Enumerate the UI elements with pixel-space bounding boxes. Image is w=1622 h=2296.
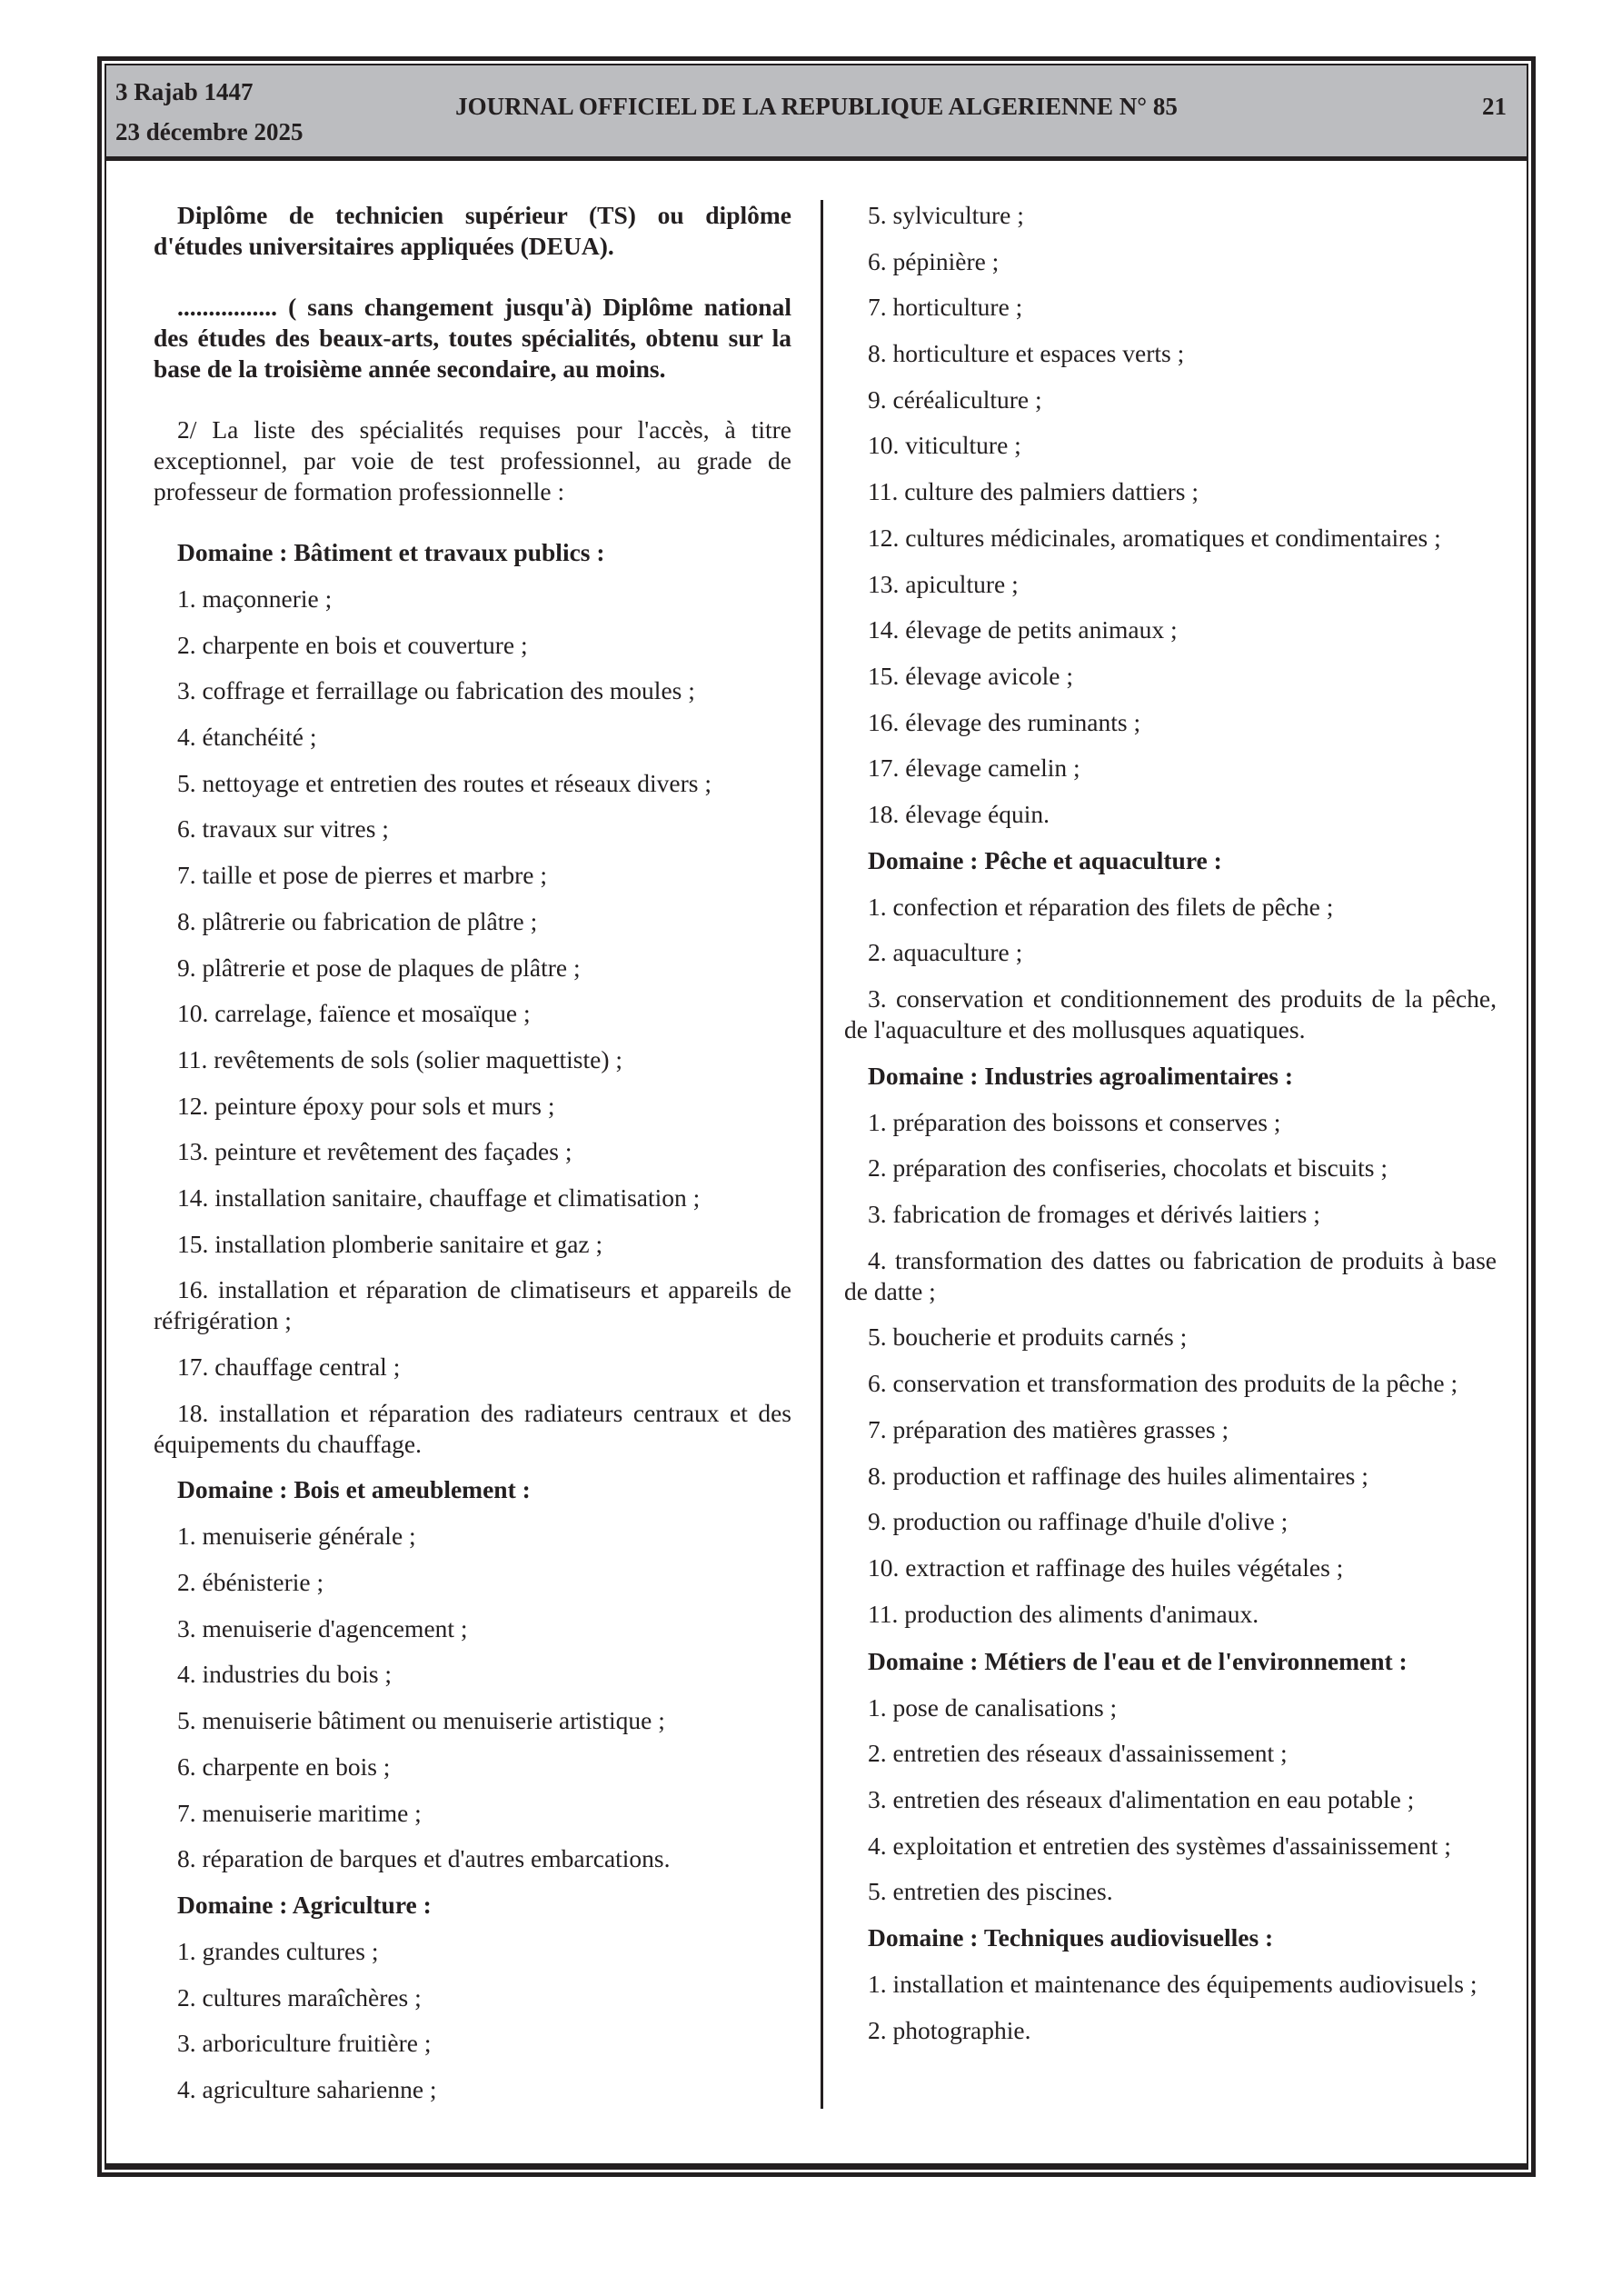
- list-item: 1. installation et maintenance des équipements audiovisuels ;: [868, 1970, 1478, 1998]
- list-item: 2. charpente en bois et couverture ;: [177, 630, 528, 659]
- list-item: 18. installation et réparation des radiateurs centraux et des équipements du chauffage.: [154, 1398, 791, 1458]
- domain-section: [154, 537, 791, 1460]
- list-item: 4. étanchéité ;: [177, 723, 317, 752]
- domain-heading: Domaine : Industries agroalimentaires :: [868, 1061, 1293, 1090]
- list-item: 5. nettoyage et entretien des routes et réseaux divers ;: [177, 768, 711, 797]
- list-item: 2. entretien des réseaux d'assainissement ;: [868, 1739, 1288, 1768]
- list-item: 8. réparation de barques et d'autres embarcations.: [177, 1844, 671, 1873]
- domain-heading: Domaine : Bâtiment et travaux publics :: [177, 538, 605, 566]
- right-column: [844, 200, 1497, 2061]
- journal-title: JOURNAL OFFICIEL DE LA REPUBLIQUE ALGERIENNE N° 85: [455, 93, 1178, 120]
- domain-heading: Domaine : Techniques audiovisuelles :: [868, 1923, 1274, 1952]
- journal-header: [106, 65, 1527, 161]
- domain-section: [154, 1890, 791, 2105]
- list-item: 2. aquaculture ;: [868, 938, 1023, 967]
- list-item: 5. menuiserie bâtiment ou menuiserie artistique ;: [177, 1706, 665, 1735]
- list-item: 17. chauffage central ;: [177, 1353, 401, 1381]
- intro-paragraph: ................ ( sans changement jusqu'à) Diplôme national des études des beaux-arts, toutes spécialités, obtenu sur la base de la troisième année secondaire, au moins.: [154, 293, 791, 383]
- list-item: 6. travaux sur vitres ;: [177, 814, 389, 844]
- hijri-date: 3 Rajab 1447: [115, 78, 254, 105]
- domain-heading: Domaine : Bois et ameublement :: [177, 1475, 531, 1504]
- list-item: 4. transformation des dattes ou fabrication de produits à base de datte ;: [844, 1245, 1497, 1305]
- list-item: 3. conservation et conditionnement des produits de la pêche, de l'aquaculture et des mollusques aquatiques.: [844, 984, 1497, 1043]
- list-item: 7. préparation des matières grasses ;: [868, 1414, 1229, 1443]
- left-domain-lists: [154, 537, 791, 2105]
- list-item: 2. photographie.: [868, 2015, 1031, 2044]
- list-item: 7. menuiserie maritime ;: [177, 1798, 422, 1827]
- list-item: 18. élevage équin.: [868, 799, 1050, 828]
- list-item: 4. agriculture saharienne ;: [177, 2074, 437, 2103]
- list-item: 3. coffrage et ferraillage ou fabrication des moules ;: [177, 676, 695, 705]
- list-item: 6. conservation et transformation des produits de la pêche ;: [868, 1369, 1458, 1398]
- list-item: 3. entretien des réseaux d'alimentation en eau potable ;: [868, 1784, 1415, 1813]
- domain-heading: Domaine : Agriculture :: [177, 1890, 432, 1919]
- list-item: 11. production des aliments d'animaux.: [868, 1599, 1259, 1628]
- list-item: 6. pépinière ;: [868, 246, 1000, 275]
- list-item: 17. élevage camelin ;: [868, 754, 1080, 783]
- list-item: 9. céréaliculture ;: [868, 384, 1042, 414]
- column-divider: [821, 200, 823, 2109]
- list-item: 8. plâtrerie ou fabrication de plâtre ;: [177, 906, 538, 935]
- list-item: 2. préparation des confiseries, chocolats et biscuits ;: [868, 1153, 1388, 1183]
- list-item: 1. confection et réparation des filets de pêche ;: [868, 892, 1334, 921]
- list-item: 3. arboriculture fruitière ;: [177, 2029, 432, 2058]
- list-item: 2. ébénisterie ;: [177, 1568, 324, 1597]
- list-item: 3. fabrication de fromages et dérivés laitiers ;: [868, 1200, 1320, 1229]
- list-item: 1. maçonnerie ;: [177, 584, 333, 613]
- intro-paragraphs: [154, 200, 791, 507]
- list-item: 16. installation et réparation de climatiseurs et appareils de réfrigération ;: [154, 1275, 791, 1335]
- list-item: 14. élevage de petits animaux ;: [868, 615, 1178, 644]
- list-item: 4. exploitation et entretien des systèmes d'assainissement ;: [868, 1831, 1451, 1860]
- list-item: 11. revêtements de sols (solier maquettiste) ;: [177, 1044, 623, 1073]
- list-item: 9. plâtrerie et pose de plaques de plâtre ;: [177, 953, 581, 982]
- list-item: 8. horticulture et espaces verts ;: [868, 339, 1185, 368]
- domain-section: [844, 200, 1497, 830]
- list-item: 1. préparation des boissons et conserves ;: [868, 1107, 1281, 1136]
- domain-section: [844, 845, 1497, 1045]
- list-item: 3. menuiserie d'agencement ;: [177, 1613, 468, 1642]
- page-number: 21: [1482, 93, 1507, 120]
- domain-section: [844, 1922, 1497, 2046]
- left-column: [154, 200, 791, 2121]
- list-item: 12. cultures médicinales, aromatiques et condimentaires ;: [868, 523, 1441, 552]
- list-item: 4. industries du bois ;: [177, 1660, 393, 1689]
- page-inner-border: [104, 64, 1528, 2170]
- list-item: 2. cultures maraîchères ;: [177, 1982, 422, 2011]
- list-item: 10. carrelage, faïence et mosaïque ;: [177, 999, 531, 1028]
- list-item: 5. sylviculture ;: [868, 201, 1024, 229]
- list-item: 13. apiculture ;: [868, 569, 1019, 598]
- list-item: 13. peinture et revêtement des façades ;: [177, 1137, 572, 1166]
- list-item: 8. production et raffinage des huiles alimentaires ;: [868, 1461, 1368, 1490]
- domain-heading: Domaine : Pêche et aquaculture :: [868, 845, 1222, 874]
- list-item: 12. peinture époxy pour sols et murs ;: [177, 1091, 555, 1120]
- list-item: 7. horticulture ;: [868, 293, 1023, 322]
- list-item: 11. culture des palmiers dattiers ;: [868, 477, 1199, 506]
- list-item: 15. installation plomberie sanitaire et gaz ;: [177, 1229, 603, 1258]
- list-item: 1. pose de canalisations ;: [868, 1692, 1118, 1722]
- list-item: 1. menuiserie générale ;: [177, 1522, 416, 1551]
- list-item: 5. boucherie et produits carnés ;: [868, 1323, 1188, 1352]
- list-item: 15. élevage avicole ;: [868, 661, 1074, 690]
- list-item: 9. production ou raffinage d'huile d'olive ;: [868, 1507, 1289, 1536]
- list-item: 5. entretien des piscines.: [868, 1877, 1113, 1906]
- list-item: 10. viticulture ;: [868, 431, 1021, 460]
- list-item: 6. charpente en bois ;: [177, 1752, 391, 1781]
- page-frame: [97, 56, 1536, 2177]
- intro-paragraph: Diplôme de technicien supérieur (TS) ou diplôme d'études universitaires appliquées (DEUA).: [154, 201, 791, 260]
- list-item: 14. installation sanitaire, chauffage et climatisation ;: [177, 1183, 701, 1212]
- domain-section: [844, 1646, 1497, 1908]
- domain-section: [844, 1061, 1497, 1630]
- list-item: 16. élevage des ruminants ;: [868, 707, 1141, 736]
- right-domain-lists: [844, 200, 1497, 2046]
- gregorian-date: 23 décembre 2025: [115, 118, 304, 145]
- list-item: 1. grandes cultures ;: [177, 1936, 379, 1965]
- list-item: 10. extraction et raffinage des huiles végétales ;: [868, 1552, 1344, 1582]
- intro-paragraph: 2/ La liste des spécialités requises pour l'accès, à titre exceptionnel, par voie de test professionnel, au grade de professeur de formation professionnelle :: [154, 415, 791, 505]
- domain-heading: Domaine : Métiers de l'eau et de l'environnement :: [868, 1646, 1408, 1675]
- domain-section: [154, 1474, 791, 1874]
- list-item: 7. taille et pose de pierres et marbre ;: [177, 861, 547, 890]
